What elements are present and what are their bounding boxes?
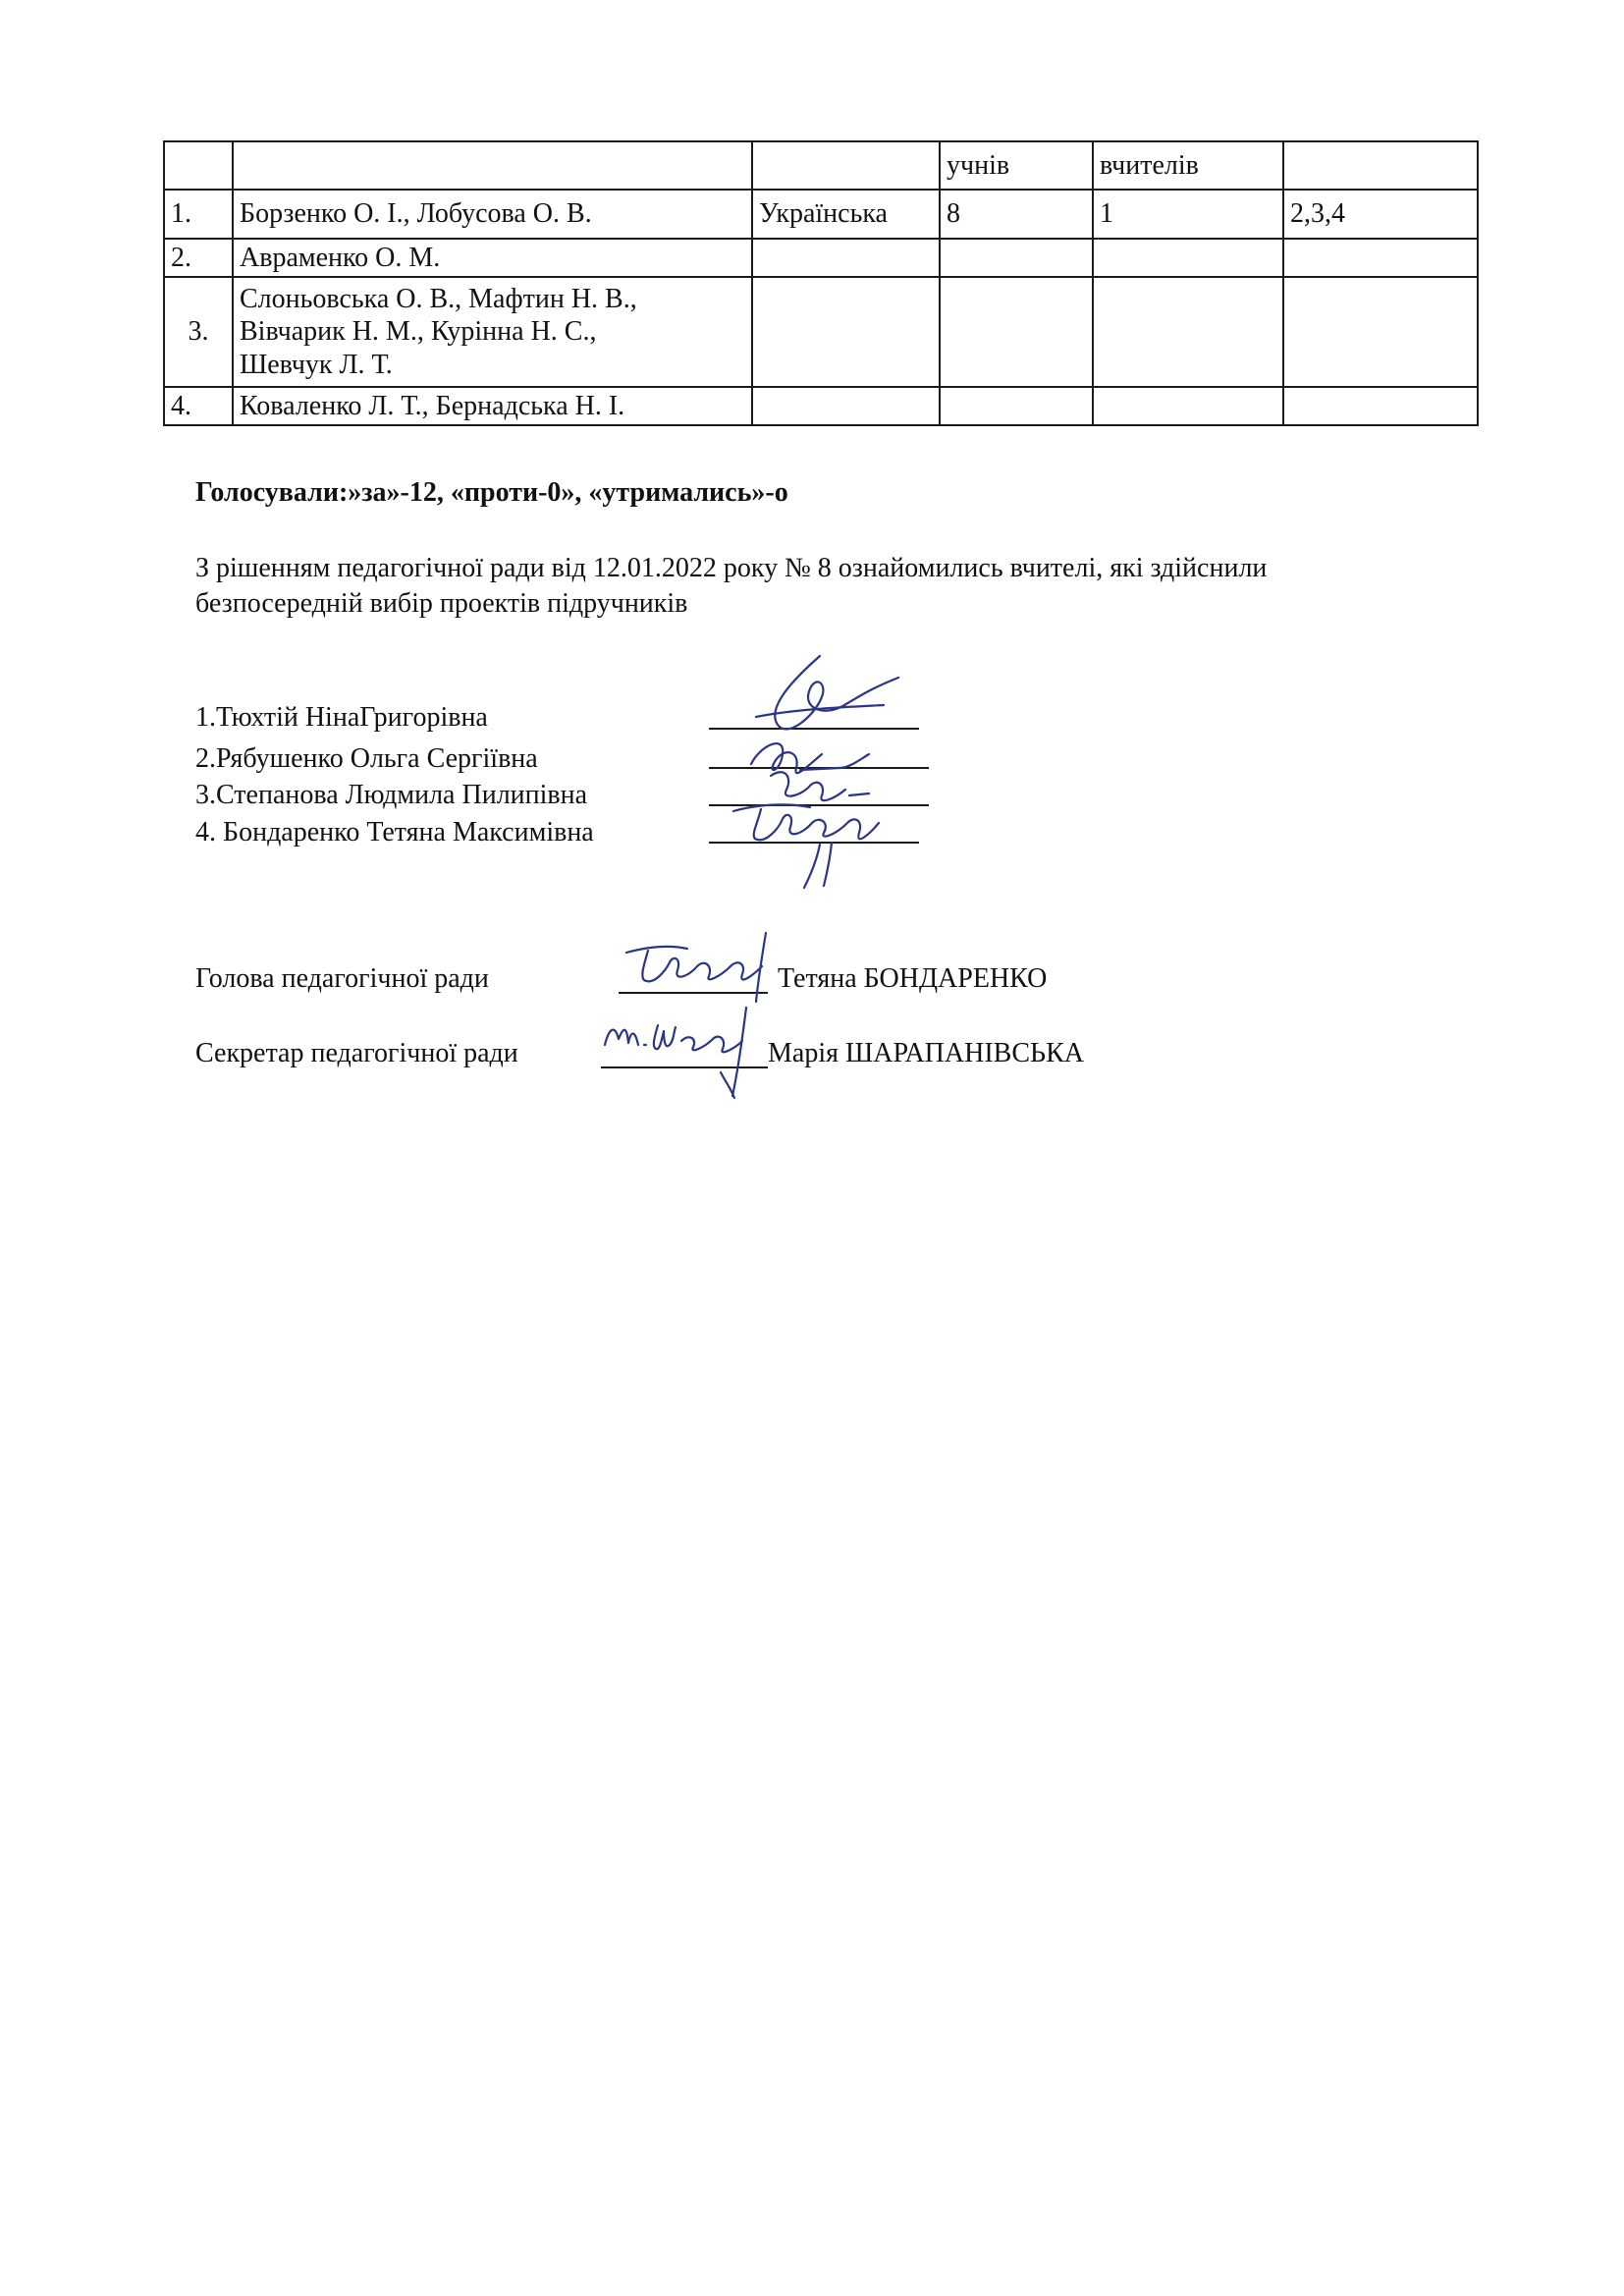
row-teachers: 1 [1093, 190, 1283, 239]
table-row [164, 277, 1478, 387]
row-teachers [1093, 239, 1283, 277]
header-cell-students: учнів [940, 141, 1093, 190]
secretary-name: Марія ШАРАПАНІВСЬКА [768, 1038, 1084, 1068]
teacher-name: 4. Бондаренко Тетяна Максимівна [195, 817, 594, 847]
row-language [752, 239, 940, 277]
row-classes [1283, 239, 1478, 277]
row-teachers [1093, 277, 1283, 387]
vote-result: Голосували:»за»-12, «проти-0», «утримались»-о [195, 477, 788, 508]
row-authors: Борзенко О. І., Лобусова О. В. [233, 190, 752, 239]
row-authors-line: Шевчук Л. Т. [240, 349, 393, 380]
row-number: 3. [164, 277, 233, 387]
row-language [752, 387, 940, 425]
chair-label: Голова педагогічної ради [195, 963, 489, 994]
header-cell-language [752, 141, 940, 190]
chair-signature [619, 927, 795, 1006]
row-authors-line: Слоньовська О. В., Мафтин Н. В., [240, 283, 637, 314]
row-classes [1283, 277, 1478, 387]
chair-name: Тетяна БОНДАРЕНКО [778, 963, 1048, 994]
row-classes: 2,3,4 [1283, 190, 1478, 239]
row-students [940, 387, 1093, 425]
row-language: Українська [752, 190, 940, 239]
secretary-label: Секретар педагогічної ради [195, 1038, 518, 1068]
header-cell-authors [233, 141, 752, 190]
secretary-signature [599, 1000, 785, 1108]
header-cell-teachers: вчителів [1093, 141, 1283, 190]
signature-teacher-4 [722, 786, 928, 894]
row-students [940, 277, 1093, 387]
table-row [164, 190, 1478, 239]
row-language [752, 277, 940, 387]
header-cell-classes [1283, 141, 1478, 190]
row-authors: Коваленко Л. Т., Бернадська Н. І. [233, 387, 752, 425]
textbook-selection-table [163, 140, 1479, 426]
row-classes [1283, 387, 1478, 425]
teacher-name: 2.Рябушенко Ольга Сергіївна [195, 743, 538, 774]
teacher-name: 1.Тюхтій НінаГригорівна [195, 702, 488, 733]
row-students [940, 239, 1093, 277]
row-number: 4. [164, 387, 233, 425]
table-header-row [164, 141, 1478, 190]
header-cell-num [164, 141, 233, 190]
table-row [164, 239, 1478, 277]
row-authors [233, 277, 752, 387]
decision-paragraph: З рішенням педагогічної ради від 12.01.2022 року № 8 ознайомились вчителі, які здійснили безпосередній вибір проектів підручників [195, 553, 1268, 619]
table-row [164, 387, 1478, 425]
row-authors: Авраменко О. М. [233, 239, 752, 277]
row-authors-line: Вівчарик Н. М., Курінна Н. С., [240, 316, 597, 348]
teacher-name: 3.Степанова Людмила Пилипівна [195, 780, 588, 810]
row-number: 2. [164, 239, 233, 277]
row-students: 8 [940, 190, 1093, 239]
row-number: 1. [164, 190, 233, 239]
row-teachers [1093, 387, 1283, 425]
